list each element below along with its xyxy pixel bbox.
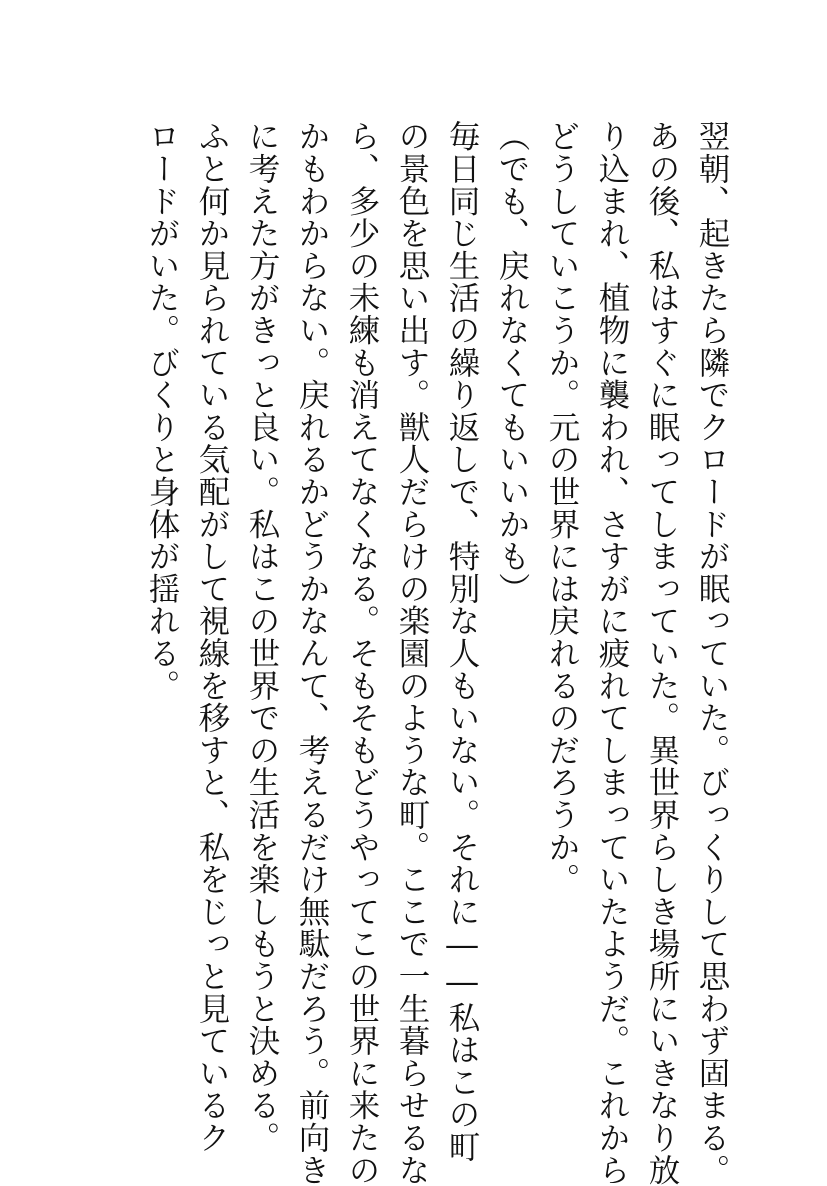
text-line-5: （でも、戻れなくてもいいかも） xyxy=(494,120,530,605)
text-line-8: ら、多少の未練も消えてなくなる。そもそもどうやってこの世界に来たの xyxy=(344,120,380,1186)
text-line-2: あの後、私はすぐに眠ってしまっていた。異世界らしき場所にいきなり放 xyxy=(644,120,680,1186)
text-line-1: 翌朝、起きたら隣でクロードが眠っていた。びっくりして思わず固まる。 xyxy=(694,120,730,1186)
text-line-7: の景色を思い出す。獣人だらけの楽園のような町。ここで一生暮らせるな xyxy=(394,120,430,1186)
text-line-12: ロードがいた。びくりと身体が揺れる。 xyxy=(144,120,180,702)
text-line-6: 毎日同じ生活の繰り返しで、特別な人もいない。それに――私はこの町 xyxy=(444,120,480,1163)
text-line-11: ふと何か見られている気配がして視線を移すと、私をじっと見ているク xyxy=(194,120,230,1154)
text-line-3: り込まれ、植物に襲われ、さすがに疲れてしまっていたようだ。これから xyxy=(594,120,630,1186)
text-line-4: どうしていこうか。元の世界には戻れるのだろうか。 xyxy=(544,120,580,896)
text-line-9: かもわからない。戻れるかどうかなんて、考えるだけ無駄だろう。前向き xyxy=(294,120,330,1186)
text-line-10: に考えた方がきっと良い。私はこの世界での生活を楽しもうと決める。 xyxy=(244,120,280,1154)
